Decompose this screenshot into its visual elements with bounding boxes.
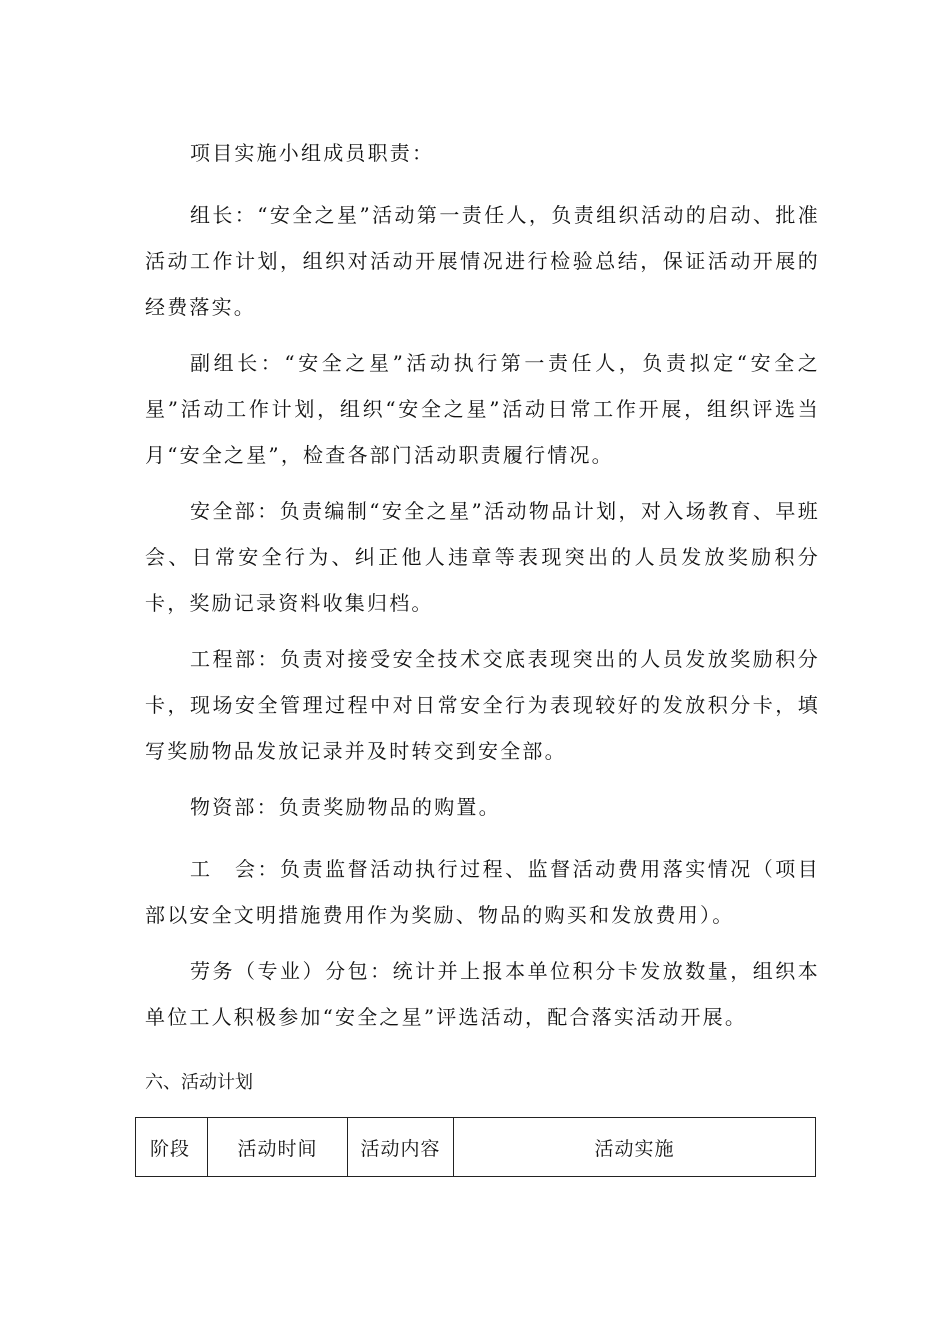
paragraph-subcontractor: 劳务（专业）分包：统计并上报本单位积分卡发放数量，组织本单位工人积极参加“安全之星”评选活动，配合落实活动开展。 [145, 959, 820, 1029]
activity-plan-table [135, 1117, 816, 1177]
responsibilities-heading: 项目实施小组成员职责： [190, 141, 435, 165]
paragraph-engineering-department: 工程部：负责对接受安全技术交底表现突出的人员发放奖励积分卡，现场安全管理过程中对日常安全行为表现较好的发放积分卡，填写奖励物品发放记录并及时转交到安全部。 [145, 647, 820, 763]
table-header-row [136, 1118, 816, 1177]
paragraph-labor-union: 工 会：负责监督活动执行过程、监督活动费用落实情况（项目部以安全文明措施费用作为奖励、物品的购买和发放费用）。 [145, 857, 820, 927]
section-title-activity-plan: 六、活动计划 [145, 1072, 253, 1093]
paragraph-deputy-leader: 副组长：“安全之星”活动执行第一责任人，负责拟定“安全之星”活动工作计划，组织“安全之星”活动日常工作开展，组织评选当月“安全之星”，检查各部门活动职责履行情况。 [145, 351, 820, 467]
header-activity-content: 活动内容 [348, 1118, 454, 1177]
paragraph-materials-department: 物资部：负责奖励物品的购置。 [190, 795, 501, 819]
paragraph-safety-department: 安全部：负责编制“安全之星”活动物品计划，对入场教育、早班会、日常安全行为、纠正他人违章等表现突出的人员发放奖励积分卡，奖励记录资料收集归档。 [145, 499, 820, 615]
paragraph-team-leader: 组长：“安全之星”活动第一责任人，负责组织活动的启动、批准活动工作计划，组织对活动开展情况进行检验总结，保证活动开展的经费落实。 [145, 203, 820, 319]
header-activity-implementation: 活动实施 [454, 1118, 816, 1177]
header-activity-time: 活动时间 [208, 1118, 348, 1177]
header-stage: 阶段 [136, 1118, 208, 1177]
